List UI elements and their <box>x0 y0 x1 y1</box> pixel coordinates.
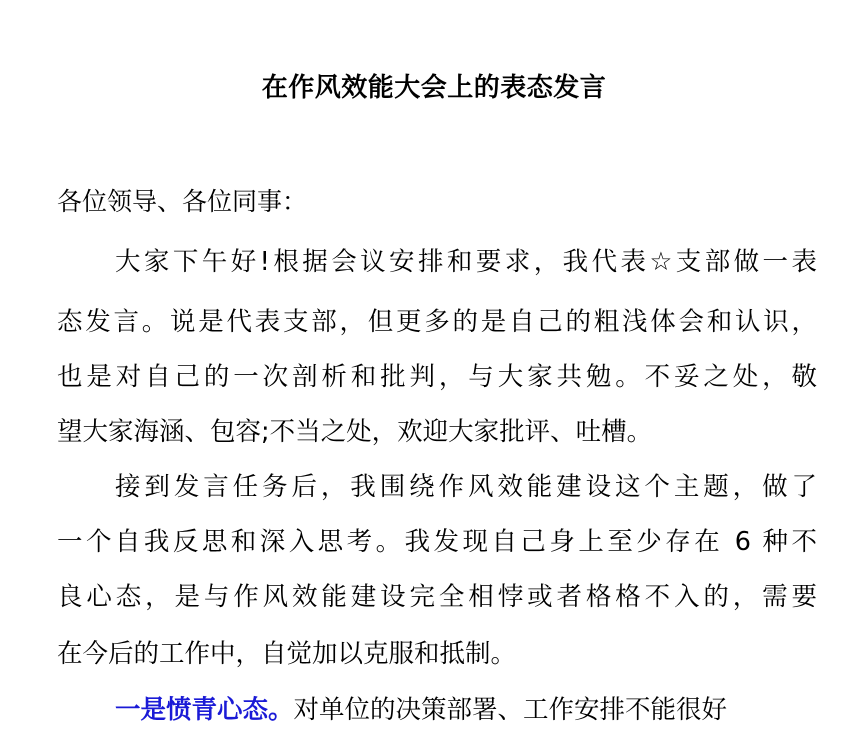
paragraph1-line1: 大家下午好!根据会议安排和要求，我代表☆支部做一表 <box>115 247 817 277</box>
greeting: 各位领导、各位同事： <box>57 187 308 216</box>
paragraph2-line4: 在今后的工作中，自觉加以克服和抵制。 <box>57 639 517 669</box>
paragraph2-line1: 接到发言任务后，我围绕作风效能建设这个主题，做了 <box>115 472 817 502</box>
paragraph3-line1-text: 对单位的决策部署、工作安排不能很好 <box>293 695 728 725</box>
paragraph2-line2: 一个自我反思和深入思考。我发现自己身上至少存在 6 种不 <box>57 527 817 557</box>
paragraph1-line2: 态发言。说是代表支部，但更多的是自己的粗浅体会和认识， <box>57 307 817 337</box>
paragraph3-line1 <box>115 690 817 730</box>
paragraph1-line3: 也是对自己的一次剖析和批判，与大家共勉。不妥之处，敬 <box>57 362 817 392</box>
paragraph3-highlight: 一是愤青心态。 <box>115 695 294 725</box>
document-title: 在作风效能大会上的表态发言 <box>261 73 607 103</box>
paragraph1-line4: 望大家海涵、包容;不当之处，欢迎大家批评、吐槽。 <box>57 417 653 447</box>
paragraph2-line3: 良心态，是与作风效能建设完全相悖或者格格不入的，需要 <box>57 582 817 612</box>
